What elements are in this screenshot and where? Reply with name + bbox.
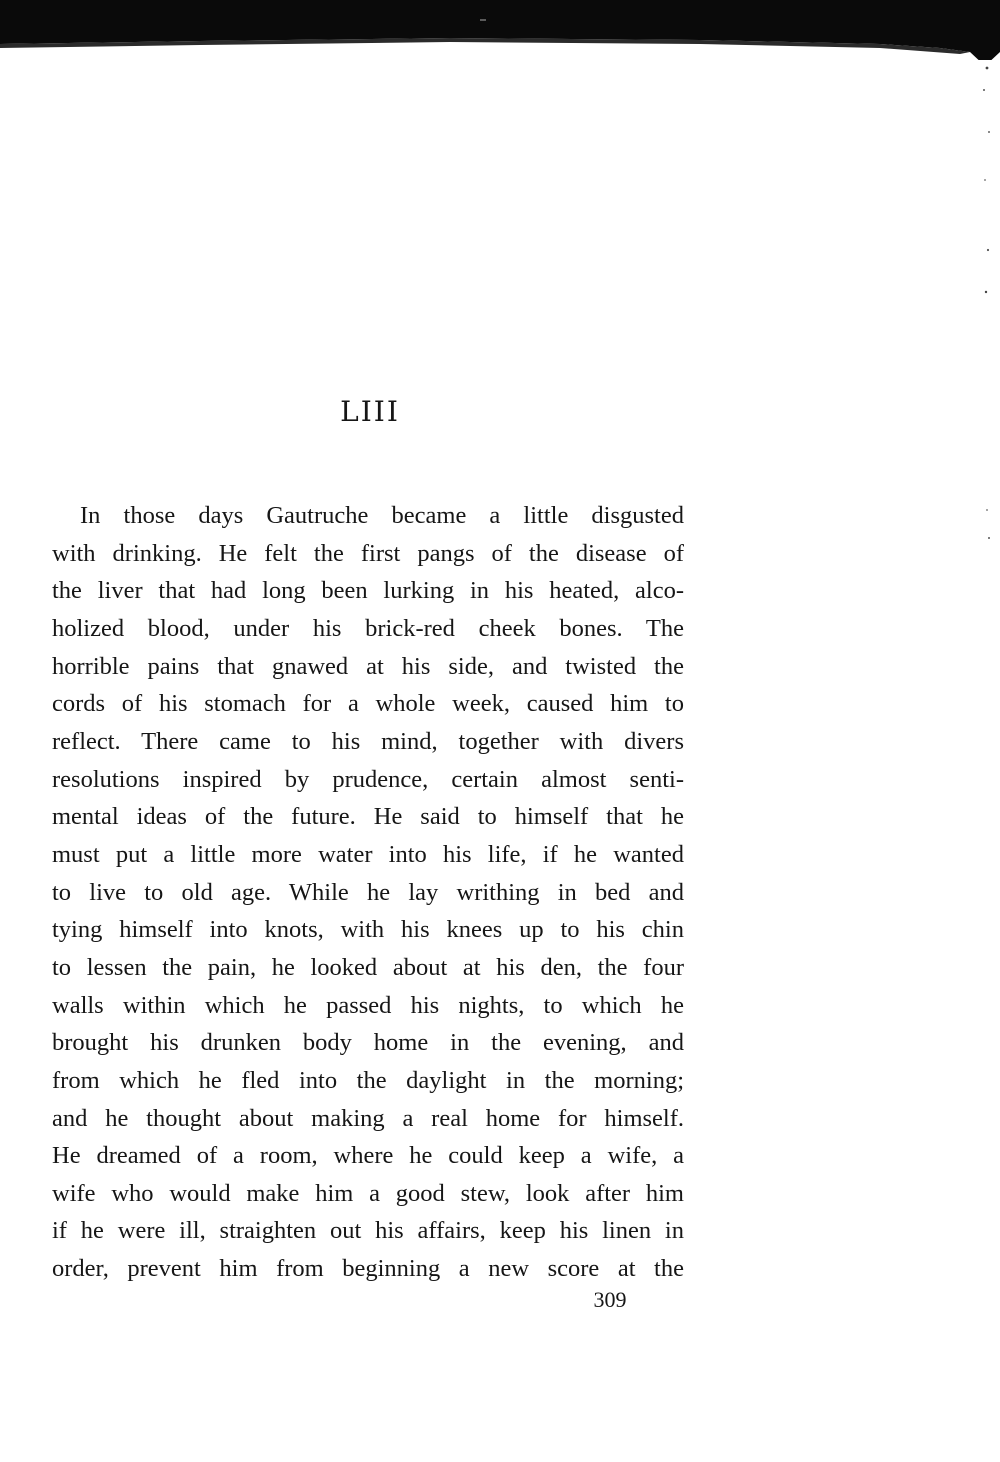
text-line: holized blood, under his brick-red cheek bones. The: [52, 614, 684, 642]
text-line: and he thought about making a real home for himself.: [52, 1104, 684, 1132]
text-line: mental ideas of the future. He said to himself that he: [52, 803, 684, 831]
text-line: brought his drunken body home in the evening, and: [52, 1029, 684, 1057]
text-line: cords of his stomach for a whole week, caused him to: [52, 690, 684, 718]
text-line: with drinking. He felt the first pangs of the disease of: [52, 539, 684, 567]
chapter-body-text: [52, 497, 684, 1288]
scan-margin-specks: [975, 60, 1000, 620]
chapter-heading: LIII: [340, 395, 400, 428]
text-line: order, prevent him from beginning a new score at the: [52, 1255, 684, 1283]
text-line: horrible pains that gnawed at his side, and twisted the: [52, 652, 684, 680]
text-line: He dreamed of a room, where he could keep a wife, a: [52, 1142, 684, 1170]
text-line: to lessen the pain, he looked about at his den, the four: [52, 953, 684, 981]
text-line: must put a little more water into his life, if he wanted: [52, 840, 684, 868]
scan-binding-edge: [0, 0, 1000, 60]
text-line: the liver that had long been lurking in his heated, alco-: [52, 577, 684, 605]
text-line: walls within which he passed his nights, to which he: [52, 991, 684, 1019]
text-line: tying himself into knots, with his knees up to his chin: [52, 916, 684, 944]
text-line: wife who would make him a good stew, look after him: [52, 1179, 684, 1207]
text-line: if he were ill, straighten out his affairs, keep his linen in: [52, 1217, 684, 1245]
page-number: 309: [593, 1287, 627, 1312]
text-line: reflect. There came to his mind, together with divers: [52, 727, 684, 755]
text-line: resolutions inspired by prudence, certain almost senti-: [52, 765, 684, 793]
text-line: from which he fled into the daylight in the morning;: [52, 1066, 684, 1094]
text-line: In those days Gautruche became a little disgusted: [80, 502, 684, 529]
text-line: to live to old age. While he lay writhing in bed and: [52, 878, 684, 906]
